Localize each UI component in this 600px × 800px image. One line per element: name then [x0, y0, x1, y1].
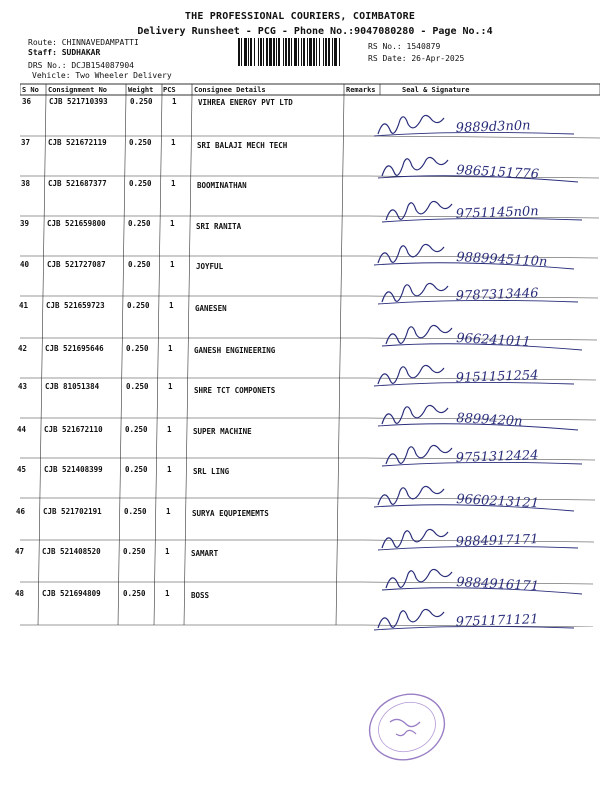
cell-consignment-no: CJB 521672119 [48, 138, 107, 147]
cell-consignee: VIHREA ENERGY PVT LTD [198, 98, 293, 107]
signature-phone-text: 9889945110n [455, 250, 548, 270]
cell-pcs: 1 [168, 382, 173, 391]
cell-weight: 0.250 [125, 465, 148, 474]
signature-phone-text: 9751171121 [455, 612, 539, 630]
signature-mark [374, 486, 574, 511]
col-consignment-header: Consignment No [48, 86, 108, 94]
cell-sno: 48 [15, 589, 25, 598]
rs-date-label: RS Date: [368, 54, 407, 63]
staff-value: SUDHAKAR [61, 48, 101, 57]
cell-sno: 47 [15, 547, 25, 556]
signature-mark [378, 529, 578, 550]
signature-phone-text: 9660213121 [455, 492, 540, 512]
cell-consignment-no: CJB 521694809 [42, 589, 101, 598]
signature-phone-text: 9889d3n0n [455, 118, 531, 136]
signature-mark [382, 201, 582, 222]
cell-consignee: JOYFUL [196, 262, 224, 271]
cell-weight: 0.250 [127, 301, 150, 310]
cell-consignment-no: CJB 521687377 [48, 179, 107, 188]
cell-pcs: 1 [171, 138, 176, 147]
cell-sno: 39 [20, 219, 30, 228]
cell-consignment-no: CJB 521702191 [43, 507, 102, 516]
col-sno-header: S No [22, 86, 39, 94]
drs-label: DRS No.: [28, 61, 67, 70]
cell-sno: 44 [17, 425, 27, 434]
col-remarks-header: Remarks [346, 86, 376, 94]
col-weight-header: Weight [128, 86, 154, 94]
signature-phone-text: 9751312424 [455, 448, 539, 466]
signature-mark [382, 445, 582, 466]
vehicle-value: Two Wheeler Delivery [75, 71, 172, 80]
cell-pcs: 1 [169, 301, 174, 310]
cell-consignee: SRL LING [193, 467, 230, 476]
signature-phone-text: 9751145n0n [455, 204, 539, 222]
cell-weight: 0.250 [126, 344, 149, 353]
signature-mark [382, 569, 582, 594]
cell-pcs: 1 [170, 219, 175, 228]
cell-consignee: BOOMINATHAN [197, 181, 247, 190]
cell-sno: 38 [21, 179, 31, 188]
signature-mark [378, 283, 578, 304]
cell-pcs: 1 [172, 97, 177, 106]
signature-mark [382, 325, 582, 350]
cell-weight: 0.250 [123, 547, 146, 556]
seal-stamp [362, 682, 452, 772]
cell-pcs: 1 [166, 507, 171, 516]
cell-weight: 0.250 [128, 219, 151, 228]
cell-sno: 43 [18, 382, 28, 391]
cell-weight: 0.250 [125, 425, 148, 434]
col-pcs-header: PCS [163, 86, 176, 94]
signature-phone-text: 9151151254 [455, 368, 539, 386]
route-value: CHINNAVEDAMPATTI [61, 38, 139, 47]
cell-weight: 0.250 [126, 382, 149, 391]
cell-sno: 41 [19, 301, 29, 310]
staff-label: Staff: [28, 48, 57, 57]
cell-sno: 45 [17, 465, 27, 474]
cell-consignment-no: CJB 521695646 [45, 344, 104, 353]
cell-consignment-no: CJB 521672110 [44, 425, 103, 434]
col-consignee-header: Consignee Details [194, 86, 266, 94]
signature-mark [378, 157, 578, 182]
cell-weight: 0.250 [123, 589, 146, 598]
vehicle-label: Vehicle: [32, 71, 71, 80]
cell-consignee: SUPER MACHINE [193, 427, 252, 436]
cell-consignee: GANESEN [195, 304, 227, 313]
cell-pcs: 1 [170, 260, 175, 269]
cell-consignment-no: CJB 521408520 [42, 547, 101, 556]
signature-phone-text: 966241011 [455, 331, 532, 350]
cell-consignee: SAMART [191, 549, 219, 558]
rs-no-value: 1540879 [406, 42, 441, 51]
cell-pcs: 1 [165, 547, 170, 556]
signature-phone-text: 9787313446 [455, 286, 539, 304]
cell-pcs: 1 [168, 344, 173, 353]
signature-phone-text: 9865151776 [455, 163, 540, 183]
cell-pcs: 1 [167, 425, 172, 434]
cell-consignment-no: CJB 81051384 [45, 382, 100, 391]
signature-mark [374, 244, 574, 269]
document-subtitle: Delivery Runsheet - PCG - Phone No.:9047080280 - Page No.:4 [137, 26, 493, 37]
route-label: Route: [28, 38, 57, 47]
cell-weight: 0.250 [129, 179, 152, 188]
signature-mark [378, 405, 578, 430]
cell-sno: 42 [18, 344, 28, 353]
cell-consignment-no: CJB 521408399 [44, 465, 103, 474]
cell-consignee: BOSS [191, 591, 210, 600]
cell-pcs: 1 [165, 589, 170, 598]
document-title: THE PROFESSIONAL COURIERS, COIMBATORE [184, 11, 416, 22]
cell-weight: 0.250 [128, 260, 151, 269]
cell-weight: 0.250 [130, 97, 153, 106]
cell-consignment-no: CJB 521710393 [49, 97, 108, 106]
cell-weight: 0.250 [124, 507, 147, 516]
drs-value: DCJB154087904 [71, 61, 134, 70]
cell-consignee: SRI RANITA [196, 222, 242, 231]
cell-consignee: SHRE TCT COMPONETS [194, 386, 276, 395]
signature-mark [374, 365, 574, 386]
cell-sno: 36 [22, 97, 32, 106]
signature-phone-text: 9884916171 [455, 575, 540, 595]
col-seal-signature-header: Seal & Signature [402, 86, 470, 94]
cell-sno: 37 [21, 138, 31, 147]
signature-mark [374, 115, 574, 136]
cell-consignment-no: CJB 521727087 [47, 260, 106, 269]
cell-sno: 46 [16, 507, 26, 516]
rs-no-label: RS No.: [368, 42, 402, 51]
rs-date-value: 26-Apr-2025 [411, 54, 465, 63]
cell-consignee: SRI BALAJI MECH TECH [197, 141, 288, 150]
cell-consignee: SURYA EQUPIEMEMTS [192, 509, 269, 518]
signature-phone-text: 9884917171 [455, 532, 539, 550]
cell-sno: 40 [20, 260, 30, 269]
cell-weight: 0.250 [129, 138, 152, 147]
signature-mark [374, 609, 574, 630]
cell-pcs: 1 [171, 179, 176, 188]
signature-phone-text: 8899420n [455, 411, 523, 430]
cell-consignee: GANESH ENGINEERING [194, 346, 276, 355]
cell-pcs: 1 [167, 465, 172, 474]
cell-consignment-no: CJB 521659723 [46, 301, 105, 310]
cell-consignment-no: CJB 521659800 [47, 219, 106, 228]
